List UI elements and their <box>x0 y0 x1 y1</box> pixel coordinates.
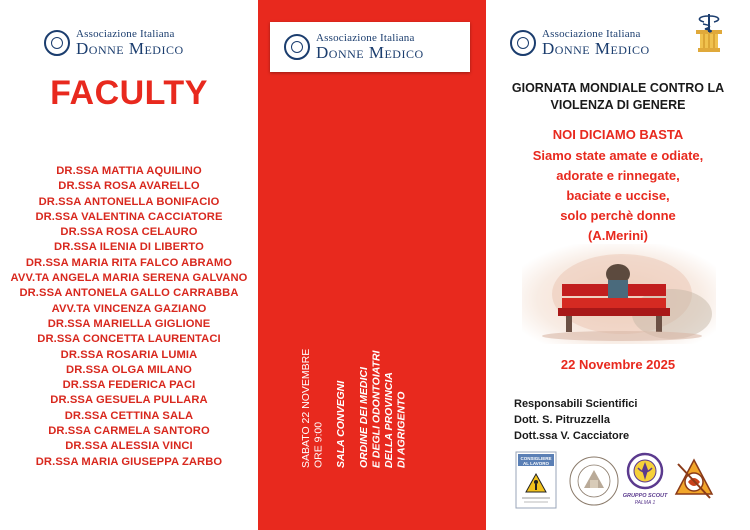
faculty-title: FACULTY <box>50 74 208 112</box>
venue-line: SALA CONVEGNI <box>335 380 347 468</box>
event-title <box>486 80 750 114</box>
scientific-managers <box>514 396 637 444</box>
faculty-item: DR.SSA VALENTINA CACCIATORE <box>35 210 223 223</box>
aidm-seal-icon <box>44 30 70 56</box>
faculty-item: DR.SSA ROSA AVARELLO <box>58 180 200 193</box>
aidm-logo <box>284 32 424 62</box>
venue-column <box>335 352 348 468</box>
faculty-list <box>0 164 258 470</box>
faculty-item: DR.SSA MARIA RITA FALCO ABRAMO <box>25 256 233 269</box>
faculty-item: DR.SSA CARMELA SANTORO <box>48 425 210 438</box>
org-line: ORDINE DEI MEDICI <box>357 367 370 468</box>
resp-title: Responsabili Scientifici <box>514 398 638 410</box>
caduceus-column-icon <box>684 12 734 66</box>
logo-line1: Associazione Italiana <box>542 28 641 40</box>
faculty-item: DR.SSA CETTINA SALA <box>64 409 194 422</box>
ordine-medici-seal-icon <box>568 454 620 508</box>
event-info-vertical <box>300 348 468 468</box>
faculty-item: DR.SSA ROSA CELAURO <box>60 226 198 239</box>
logo-box <box>270 22 470 72</box>
badge-text: AL LAVORO <box>522 461 550 466</box>
badge-text: CONSIGLIERE <box>520 456 552 461</box>
event-title-line: GIORNATA MONDIALE CONTRO LA <box>511 81 725 95</box>
faculty-item: DR.SSA MATTIA AQUILINO <box>56 165 202 177</box>
consigliere-lavoro-badge-icon <box>516 452 556 508</box>
org-line: DI AGRIGENTO <box>395 391 407 468</box>
logo-line2: Donne Medico <box>76 39 184 58</box>
quote-line: Siamo state amate e odiate, <box>532 148 704 163</box>
right-panel <box>486 0 750 530</box>
aidm-seal-icon <box>284 34 310 60</box>
quote-line: solo perchè donne <box>560 208 676 223</box>
quote-title: NOI DICIAMO BASTA <box>552 127 684 142</box>
faculty-item: AVV.TA ANGELA MARIA SERENA GALVANO <box>10 272 248 285</box>
date-column <box>300 348 325 468</box>
aidm-logo <box>510 28 650 58</box>
faculty-item: DR.SSA CONCETTA LAURENTACI <box>37 333 221 346</box>
faculty-item: DR.SSA ILENIA DI LIBERTO <box>54 241 204 254</box>
event-title-line: VIOLENZA DI GENERE <box>550 98 686 112</box>
logo-line2: Donne Medico <box>542 39 650 58</box>
org-line: E DEGLI ODONTOIATRI <box>370 350 382 468</box>
logo-line1: Associazione Italiana <box>76 28 175 40</box>
organization-column <box>358 352 408 468</box>
badge-text: GRUPPO SCOUT <box>622 493 668 499</box>
faculty-item: AVV.TA VINCENZA GAZIANO <box>51 302 207 315</box>
quote <box>486 146 750 246</box>
aidm-seal-icon <box>510 30 536 56</box>
watercolor-bench-painting <box>522 244 716 344</box>
faculty-item: DR.SSA OLGA MILANO <box>66 363 192 376</box>
faculty-item: DR.SSA ROSARIA LUMIA <box>60 348 198 361</box>
time-line: ORE 9:00 <box>312 421 325 468</box>
logo-line1: Associazione Italiana <box>316 32 415 44</box>
left-panel <box>0 0 258 530</box>
faculty-item: DR.SSA FEDERICA PACI <box>62 379 196 392</box>
quote-line: (A.Merini) <box>588 228 648 243</box>
badge-text: PALMA 1 <box>634 500 656 506</box>
scout-group-badge-icon <box>622 452 668 512</box>
quote-line: adorate e rinnegate, <box>556 168 680 183</box>
date-line: SABATO 22 NOVEMBRE <box>300 348 312 468</box>
aidm-logo <box>44 28 184 58</box>
resp-name: Dott. S. Pitruzzella <box>514 414 610 426</box>
logo-line2: Donne Medico <box>316 43 424 62</box>
faculty-item: DR.SSA ANTONELA GALLO CARRABBA <box>19 287 239 300</box>
event-date: 22 Novembre 2025 <box>560 357 676 372</box>
quote-line: baciate e uccise, <box>566 188 670 203</box>
faculty-item: DR.SSA GESUELA PULLARA <box>50 394 208 407</box>
lions-club-emblem-icon <box>672 454 716 504</box>
faculty-item: DR.SSA ANTONELLA BONIFACIO <box>38 195 220 208</box>
faculty-item: DR.SSA MARIA GIUSEPPA ZARBO <box>35 455 223 468</box>
org-line: DELLA PROVINCIA <box>382 372 395 468</box>
faculty-item: DR.SSA MARIELLA GIGLIONE <box>47 317 211 330</box>
faculty-item: DR.SSA ALESSIA VINCI <box>65 440 193 453</box>
resp-name: Dott.ssa V. Cacciatore <box>514 430 630 442</box>
